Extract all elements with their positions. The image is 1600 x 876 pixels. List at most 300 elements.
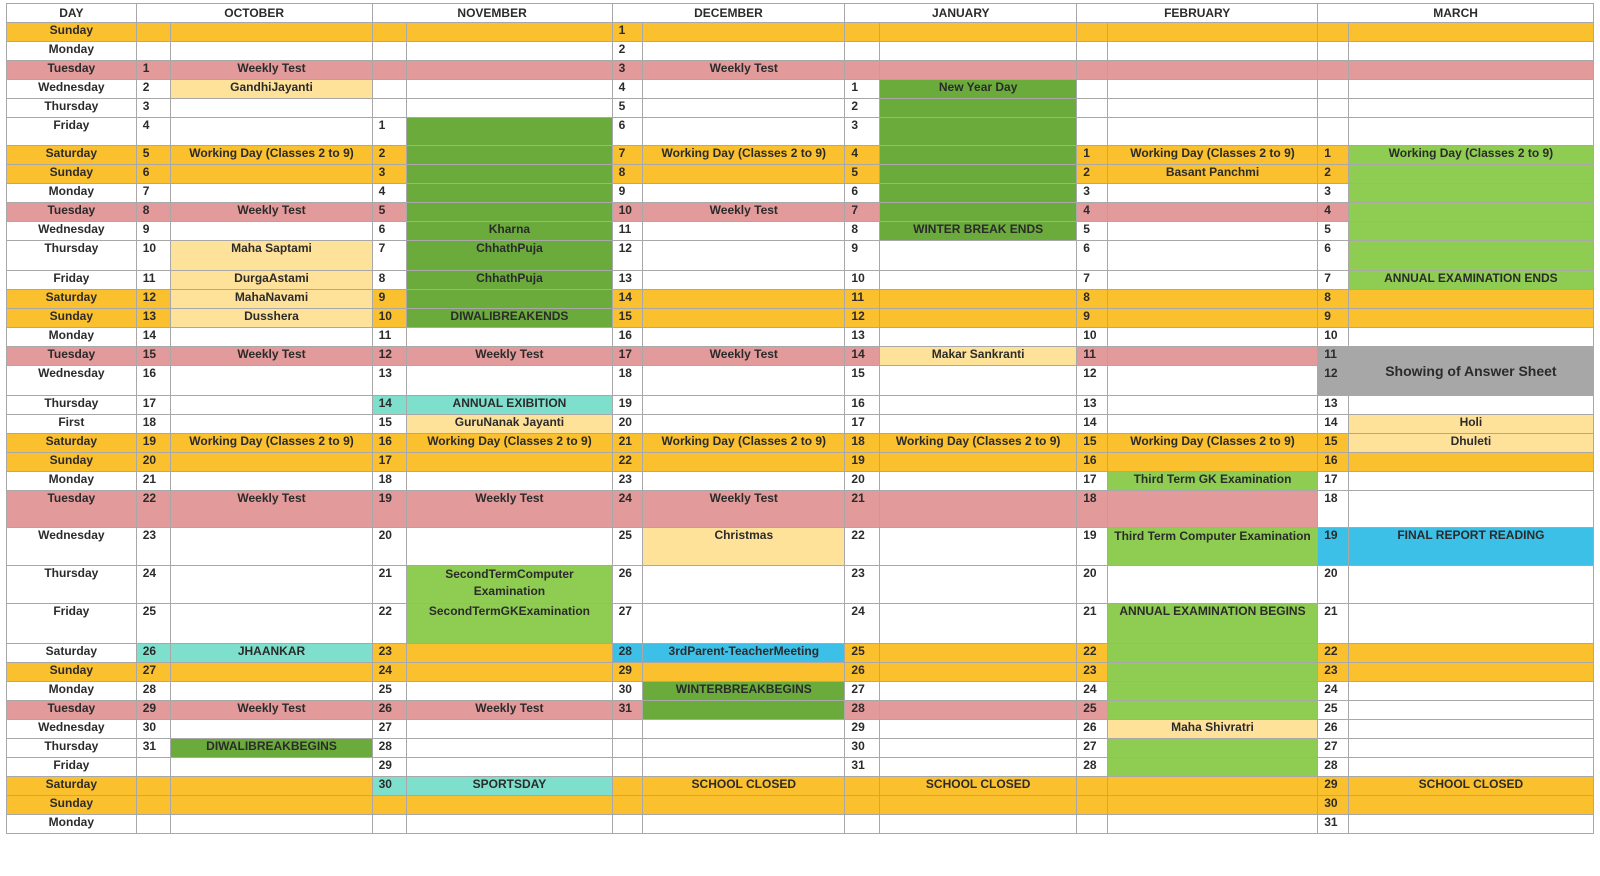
october-date-cell: 27 — [136, 663, 171, 682]
november-event-cell: Working Day (Classes 2 to 9) — [407, 434, 612, 453]
march-date-cell: 29 — [1318, 777, 1349, 796]
february-empty-cell — [1107, 203, 1317, 222]
day-name-cell: Sunday — [7, 165, 137, 184]
october-event-cell: DurgaAstami — [171, 271, 372, 290]
january-date-cell: 30 — [845, 739, 880, 758]
november-date-cell — [372, 80, 407, 99]
calendar-row — [7, 99, 1594, 118]
calendar-row — [7, 434, 1594, 453]
day-name-cell: Friday — [7, 271, 137, 290]
december-date-cell: 20 — [612, 415, 643, 434]
november-empty-cell — [407, 528, 612, 566]
november-event-cell: ANNUAL EXIBITION — [407, 396, 612, 415]
november-empty-cell — [407, 472, 612, 491]
february-empty-cell — [1107, 796, 1317, 815]
december-event-cell: Working Day (Classes 2 to 9) — [643, 146, 845, 165]
february-event-cell: Working Day (Classes 2 to 9) — [1107, 434, 1317, 453]
january-empty-cell — [880, 758, 1077, 777]
day-name-cell: Saturday — [7, 777, 137, 796]
january-empty-cell — [880, 472, 1077, 491]
december-empty-cell — [643, 309, 845, 328]
day-name-cell: Wednesday — [7, 222, 137, 241]
november-date-cell: 20 — [372, 528, 407, 566]
january-date-cell: 18 — [845, 434, 880, 453]
november-event-cell: SecondTermGKExamination — [407, 604, 612, 644]
january-empty-cell — [880, 241, 1077, 271]
january-event-cell: Working Day (Classes 2 to 9) — [880, 434, 1077, 453]
december-date-cell — [612, 777, 643, 796]
november-empty-cell — [407, 815, 612, 834]
december-event-cell: Weekly Test — [643, 347, 845, 366]
october-empty-cell — [171, 184, 372, 203]
calendar-row — [7, 815, 1594, 834]
march-date-cell: 20 — [1318, 566, 1349, 604]
february-empty-cell — [1107, 241, 1317, 271]
november-event-cell: ChhathPuja — [407, 271, 612, 290]
november-date-cell: 27 — [372, 720, 407, 739]
day-name-cell: Tuesday — [7, 61, 137, 80]
march-date-cell: 4 — [1318, 203, 1349, 222]
january-empty-cell — [880, 165, 1077, 184]
february-date-cell: 10 — [1077, 328, 1108, 347]
february-date-cell — [1077, 118, 1108, 146]
day-name-cell: Thursday — [7, 396, 137, 415]
february-event-cell: Basant Panchmi — [1107, 165, 1317, 184]
december-date-cell: 8 — [612, 165, 643, 184]
march-date-cell: 12 — [1318, 366, 1349, 396]
day-name-cell: Sunday — [7, 453, 137, 472]
february-empty-cell — [1107, 366, 1317, 396]
november-event-cell: SPORTSDAY — [407, 777, 612, 796]
january-date-cell: 23 — [845, 566, 880, 604]
october-date-cell: 10 — [136, 241, 171, 271]
january-date-cell: 16 — [845, 396, 880, 415]
october-empty-cell — [171, 796, 372, 815]
november-empty-cell — [407, 663, 612, 682]
october-date-cell: 6 — [136, 165, 171, 184]
january-date-cell: 27 — [845, 682, 880, 701]
calendar-row — [7, 777, 1594, 796]
march-date-cell — [1318, 61, 1349, 80]
january-date-cell: 19 — [845, 453, 880, 472]
february-empty-cell — [1107, 309, 1317, 328]
october-empty-cell — [171, 758, 372, 777]
february-date-cell: 13 — [1077, 396, 1108, 415]
december-event-cell: 3rdParent-TeacherMeeting — [643, 644, 845, 663]
november-date-cell: 22 — [372, 604, 407, 644]
october-date-cell: 25 — [136, 604, 171, 644]
december-empty-cell — [643, 604, 845, 644]
day-name-cell: Monday — [7, 472, 137, 491]
february-empty-cell — [1107, 42, 1317, 61]
march-date-cell: 16 — [1318, 453, 1349, 472]
december-empty-cell — [643, 796, 845, 815]
february-event-cell: Working Day (Classes 2 to 9) — [1107, 146, 1317, 165]
header-january: JANUARY — [845, 4, 1077, 23]
october-date-cell: 26 — [136, 644, 171, 663]
december-empty-cell — [643, 739, 845, 758]
december-event-cell: Weekly Test — [643, 61, 845, 80]
day-name-cell: Monday — [7, 815, 137, 834]
december-empty-cell — [643, 165, 845, 184]
december-date-cell: 2 — [612, 42, 643, 61]
february-empty-cell — [1107, 739, 1317, 758]
march-date-cell: 17 — [1318, 472, 1349, 491]
january-date-cell: 31 — [845, 758, 880, 777]
february-date-cell: 8 — [1077, 290, 1108, 309]
november-empty-cell — [407, 328, 612, 347]
march-event-cell: ANNUAL EXAMINATION ENDS — [1348, 271, 1593, 290]
october-empty-cell — [171, 42, 372, 61]
october-date-cell: 14 — [136, 328, 171, 347]
february-empty-cell — [1107, 415, 1317, 434]
october-empty-cell — [171, 604, 372, 644]
day-name-cell: Saturday — [7, 146, 137, 165]
november-event-cell: Weekly Test — [407, 491, 612, 528]
february-event-cell: ANNUAL EXAMINATION BEGINS — [1107, 604, 1317, 644]
march-empty-cell — [1348, 566, 1593, 604]
march-event-cell: FINAL REPORT READING — [1348, 528, 1593, 566]
march-empty-cell — [1348, 165, 1593, 184]
november-empty-cell — [407, 682, 612, 701]
november-date-cell: 18 — [372, 472, 407, 491]
march-date-cell: 5 — [1318, 222, 1349, 241]
january-date-cell: 11 — [845, 290, 880, 309]
day-name-cell: Monday — [7, 42, 137, 61]
january-empty-cell — [880, 61, 1077, 80]
february-empty-cell — [1107, 663, 1317, 682]
march-date-cell: 2 — [1318, 165, 1349, 184]
december-date-cell — [612, 796, 643, 815]
december-event-cell: Working Day (Classes 2 to 9) — [643, 434, 845, 453]
october-date-cell: 30 — [136, 720, 171, 739]
december-date-cell: 13 — [612, 271, 643, 290]
december-date-cell: 5 — [612, 99, 643, 118]
november-date-cell: 16 — [372, 434, 407, 453]
december-empty-cell — [643, 720, 845, 739]
november-date-cell: 6 — [372, 222, 407, 241]
header-february: FEBRUARY — [1077, 4, 1318, 23]
december-date-cell: 7 — [612, 146, 643, 165]
october-date-cell — [136, 796, 171, 815]
october-date-cell: 5 — [136, 146, 171, 165]
january-event-cell: Makar Sankranti — [880, 347, 1077, 366]
october-date-cell: 28 — [136, 682, 171, 701]
calendar-row — [7, 644, 1594, 663]
day-name-cell: Sunday — [7, 23, 137, 42]
day-name-cell: Sunday — [7, 663, 137, 682]
march-date-cell: 7 — [1318, 271, 1349, 290]
january-empty-cell — [880, 42, 1077, 61]
february-empty-cell — [1107, 99, 1317, 118]
january-empty-cell — [880, 309, 1077, 328]
march-empty-cell — [1348, 453, 1593, 472]
november-empty-cell — [407, 61, 612, 80]
january-event-cell: New Year Day — [880, 80, 1077, 99]
day-name-cell: Monday — [7, 328, 137, 347]
march-event-cell: SCHOOL CLOSED — [1348, 777, 1593, 796]
march-empty-cell — [1348, 663, 1593, 682]
calendar-table — [6, 3, 1594, 834]
calendar-row — [7, 396, 1594, 415]
january-empty-cell — [880, 415, 1077, 434]
calendar-row — [7, 241, 1594, 271]
october-empty-cell — [171, 663, 372, 682]
february-date-cell: 6 — [1077, 241, 1108, 271]
february-empty-cell — [1107, 758, 1317, 777]
february-date-cell: 23 — [1077, 663, 1108, 682]
march-date-cell: 25 — [1318, 701, 1349, 720]
march-date-cell: 22 — [1318, 644, 1349, 663]
october-date-cell: 21 — [136, 472, 171, 491]
january-empty-cell — [880, 184, 1077, 203]
day-name-cell: Thursday — [7, 99, 137, 118]
december-date-cell: 11 — [612, 222, 643, 241]
november-empty-cell — [407, 99, 612, 118]
january-empty-cell — [880, 290, 1077, 309]
october-date-cell: 29 — [136, 701, 171, 720]
october-empty-cell — [171, 165, 372, 184]
november-date-cell: 29 — [372, 758, 407, 777]
march-empty-cell — [1348, 203, 1593, 222]
january-date-cell — [845, 777, 880, 796]
calendar-row — [7, 739, 1594, 758]
october-event-cell: Working Day (Classes 2 to 9) — [171, 434, 372, 453]
december-empty-cell — [643, 396, 845, 415]
day-name-cell: Thursday — [7, 241, 137, 271]
december-empty-cell — [643, 366, 845, 396]
february-date-cell — [1077, 99, 1108, 118]
february-empty-cell — [1107, 491, 1317, 528]
november-date-cell: 28 — [372, 739, 407, 758]
november-date-cell — [372, 796, 407, 815]
october-event-cell: Weekly Test — [171, 491, 372, 528]
october-event-cell: JHAANKAR — [171, 644, 372, 663]
march-empty-cell — [1348, 682, 1593, 701]
header-day: DAY — [7, 4, 137, 23]
january-date-cell: 7 — [845, 203, 880, 222]
january-date-cell: 26 — [845, 663, 880, 682]
february-date-cell: 12 — [1077, 366, 1108, 396]
october-date-cell: 1 — [136, 61, 171, 80]
march-empty-cell — [1348, 118, 1593, 146]
day-name-cell: Monday — [7, 682, 137, 701]
november-date-cell: 4 — [372, 184, 407, 203]
december-empty-cell — [643, 815, 845, 834]
october-empty-cell — [171, 118, 372, 146]
january-empty-cell — [880, 453, 1077, 472]
january-date-cell: 10 — [845, 271, 880, 290]
calendar-row — [7, 682, 1594, 701]
march-empty-cell — [1348, 396, 1593, 415]
calendar-row — [7, 415, 1594, 434]
december-empty-cell — [643, 415, 845, 434]
february-date-cell: 25 — [1077, 701, 1108, 720]
november-date-cell: 11 — [372, 328, 407, 347]
february-empty-cell — [1107, 328, 1317, 347]
february-date-cell: 5 — [1077, 222, 1108, 241]
october-empty-cell — [171, 720, 372, 739]
january-empty-cell — [880, 203, 1077, 222]
november-event-cell: SecondTermComputer Examination — [407, 566, 612, 604]
march-empty-cell — [1348, 815, 1593, 834]
december-date-cell: 27 — [612, 604, 643, 644]
december-empty-cell — [643, 23, 845, 42]
february-date-cell: 18 — [1077, 491, 1108, 528]
day-name-cell: First — [7, 415, 137, 434]
february-event-cell: Maha Shivratri — [1107, 720, 1317, 739]
december-event-cell: Weekly Test — [643, 491, 845, 528]
february-date-cell: 2 — [1077, 165, 1108, 184]
calendar-row — [7, 566, 1594, 604]
february-empty-cell — [1107, 453, 1317, 472]
november-date-cell: 9 — [372, 290, 407, 309]
october-date-cell — [136, 42, 171, 61]
december-date-cell: 14 — [612, 290, 643, 309]
header-december: DECEMBER — [612, 4, 845, 23]
march-empty-cell — [1348, 491, 1593, 528]
december-date-cell: 22 — [612, 453, 643, 472]
january-empty-cell — [880, 366, 1077, 396]
november-empty-cell — [407, 80, 612, 99]
november-date-cell: 7 — [372, 241, 407, 271]
february-empty-cell — [1107, 701, 1317, 720]
october-date-cell: 3 — [136, 99, 171, 118]
november-event-cell: Weekly Test — [407, 347, 612, 366]
november-date-cell: 14 — [372, 396, 407, 415]
december-date-cell: 26 — [612, 566, 643, 604]
january-event-cell: WINTER BREAK ENDS — [880, 222, 1077, 241]
october-date-cell: 23 — [136, 528, 171, 566]
january-date-cell: 28 — [845, 701, 880, 720]
october-date-cell: 12 — [136, 290, 171, 309]
december-date-cell: 3 — [612, 61, 643, 80]
november-event-cell: ChhathPuja — [407, 241, 612, 271]
december-date-cell: 23 — [612, 472, 643, 491]
october-date-cell: 19 — [136, 434, 171, 453]
february-empty-cell — [1107, 184, 1317, 203]
day-name-cell: Tuesday — [7, 347, 137, 366]
october-date-cell: 17 — [136, 396, 171, 415]
october-date-cell: 7 — [136, 184, 171, 203]
march-event-cell: Working Day (Classes 2 to 9) — [1348, 146, 1593, 165]
february-date-cell: 27 — [1077, 739, 1108, 758]
november-date-cell: 12 — [372, 347, 407, 366]
day-name-cell: Tuesday — [7, 203, 137, 222]
october-date-cell: 22 — [136, 491, 171, 528]
january-date-cell: 14 — [845, 347, 880, 366]
calendar-row — [7, 720, 1594, 739]
march-empty-cell — [1348, 644, 1593, 663]
march-empty-cell — [1348, 290, 1593, 309]
october-empty-cell — [171, 99, 372, 118]
day-name-cell: Tuesday — [7, 491, 137, 528]
february-date-cell: 11 — [1077, 347, 1108, 366]
february-date-cell: 14 — [1077, 415, 1108, 434]
march-date-cell: 19 — [1318, 528, 1349, 566]
november-event-cell: Weekly Test — [407, 701, 612, 720]
march-date-cell — [1318, 99, 1349, 118]
october-date-cell: 18 — [136, 415, 171, 434]
march-empty-cell — [1348, 720, 1593, 739]
january-empty-cell — [880, 566, 1077, 604]
december-event-cell: SCHOOL CLOSED — [643, 777, 845, 796]
calendar-row — [7, 184, 1594, 203]
february-date-cell — [1077, 42, 1108, 61]
february-empty-cell — [1107, 271, 1317, 290]
day-name-cell: Friday — [7, 118, 137, 146]
december-date-cell: 15 — [612, 309, 643, 328]
january-date-cell: 15 — [845, 366, 880, 396]
march-empty-cell — [1348, 222, 1593, 241]
march-empty-cell — [1348, 99, 1593, 118]
march-empty-cell — [1348, 472, 1593, 491]
february-date-cell: 17 — [1077, 472, 1108, 491]
october-event-cell: GandhiJayanti — [171, 80, 372, 99]
march-date-cell: 23 — [1318, 663, 1349, 682]
october-date-cell: 11 — [136, 271, 171, 290]
february-date-cell: 20 — [1077, 566, 1108, 604]
december-empty-cell — [643, 42, 845, 61]
december-empty-cell — [643, 241, 845, 271]
march-date-cell: 15 — [1318, 434, 1349, 453]
october-empty-cell — [171, 366, 372, 396]
march-date-cell: 10 — [1318, 328, 1349, 347]
october-date-cell: 2 — [136, 80, 171, 99]
november-date-cell: 13 — [372, 366, 407, 396]
october-empty-cell — [171, 815, 372, 834]
march-empty-cell — [1348, 61, 1593, 80]
october-date-cell — [136, 758, 171, 777]
calendar-row — [7, 290, 1594, 309]
february-date-cell — [1077, 815, 1108, 834]
march-empty-cell — [1348, 796, 1593, 815]
november-empty-cell — [407, 165, 612, 184]
day-name-cell: Thursday — [7, 566, 137, 604]
december-empty-cell — [643, 184, 845, 203]
january-date-cell — [845, 61, 880, 80]
february-empty-cell — [1107, 682, 1317, 701]
day-name-cell: Wednesday — [7, 80, 137, 99]
january-empty-cell — [880, 491, 1077, 528]
february-empty-cell — [1107, 396, 1317, 415]
december-date-cell — [612, 720, 643, 739]
january-date-cell — [845, 815, 880, 834]
november-date-cell — [372, 99, 407, 118]
january-empty-cell — [880, 796, 1077, 815]
january-empty-cell — [880, 663, 1077, 682]
december-date-cell: 30 — [612, 682, 643, 701]
february-empty-cell — [1107, 222, 1317, 241]
february-date-cell — [1077, 777, 1108, 796]
october-date-cell: 9 — [136, 222, 171, 241]
february-date-cell: 21 — [1077, 604, 1108, 644]
october-empty-cell — [171, 566, 372, 604]
december-date-cell: 21 — [612, 434, 643, 453]
october-empty-cell — [171, 472, 372, 491]
january-date-cell: 24 — [845, 604, 880, 644]
january-date-cell: 2 — [845, 99, 880, 118]
day-name-cell: Sunday — [7, 309, 137, 328]
december-event-cell: WINTERBREAKBEGINS — [643, 682, 845, 701]
january-date-cell — [845, 23, 880, 42]
january-date-cell: 1 — [845, 80, 880, 99]
february-date-cell: 22 — [1077, 644, 1108, 663]
december-date-cell: 10 — [612, 203, 643, 222]
january-date-cell: 3 — [845, 118, 880, 146]
march-date-cell: 28 — [1318, 758, 1349, 777]
february-empty-cell — [1107, 777, 1317, 796]
